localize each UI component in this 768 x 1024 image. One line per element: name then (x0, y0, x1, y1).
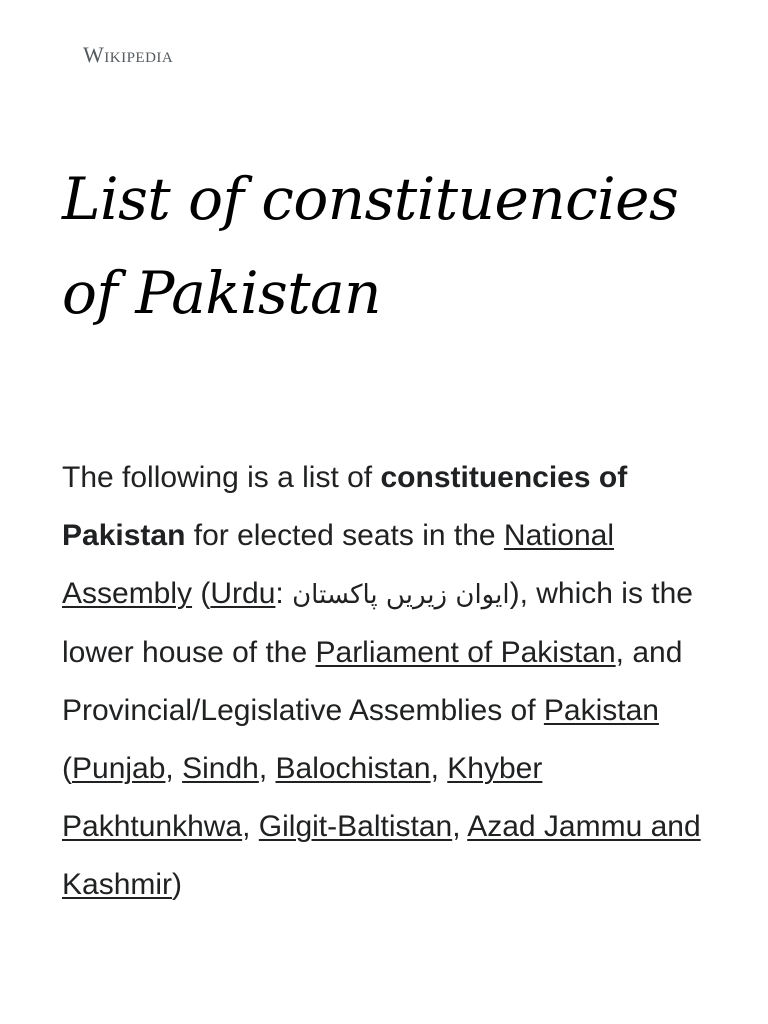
page-title (62, 152, 752, 340)
wikipedia-wordmark[interactable]: Wikipedia (83, 42, 174, 67)
link-parliament-of-pakistan[interactable]: Parliament of Pakistan (315, 636, 616, 669)
link-balochistan[interactable]: Balochistan (275, 752, 431, 785)
link-gilgit-baltistan[interactable]: Gilgit-Baltistan (258, 810, 453, 843)
link-pakistan[interactable]: Pakistan (543, 694, 659, 727)
link-sindh[interactable]: Sindh (182, 752, 259, 785)
lead-separator: , (430, 752, 448, 785)
link-khyber-pakhtunkhwa[interactable]: Khyber Pakhtunkhwa (62, 752, 543, 843)
page-title-line-1: List of constituencies (62, 165, 679, 233)
lead-text: ) (172, 868, 183, 901)
link-punjab[interactable]: Punjab (72, 752, 166, 785)
urdu-name: ایوان زیریں پاکستان (292, 580, 510, 610)
link-national-assembly[interactable]: National Assembly (62, 519, 614, 610)
link-urdu[interactable]: Urdu (210, 577, 276, 610)
lead-text: The following is a list of (62, 461, 381, 494)
lead-text: ), which is the lower house of the (62, 577, 693, 669)
lead-separator: , (242, 810, 259, 843)
lead-separator: , (452, 810, 468, 843)
lead-text: : (275, 577, 293, 610)
lead-text: ( (62, 752, 72, 785)
page-title-line-2: of Pakistan (62, 259, 382, 327)
lead-text: ( (192, 577, 211, 610)
lead-text: for elected seats in the (185, 519, 504, 552)
lead-paragraph (62, 449, 722, 914)
lead-separator: , (258, 752, 276, 785)
lead-bold-term: constituencies of Pakistan (62, 461, 628, 552)
link-azad-jammu-and-kashmir[interactable]: Azad Jammu and Kashmir (62, 810, 701, 901)
lead-separator: , (165, 752, 183, 785)
lead-text: , and Provincial/Legislative Assemblies of (62, 636, 683, 727)
